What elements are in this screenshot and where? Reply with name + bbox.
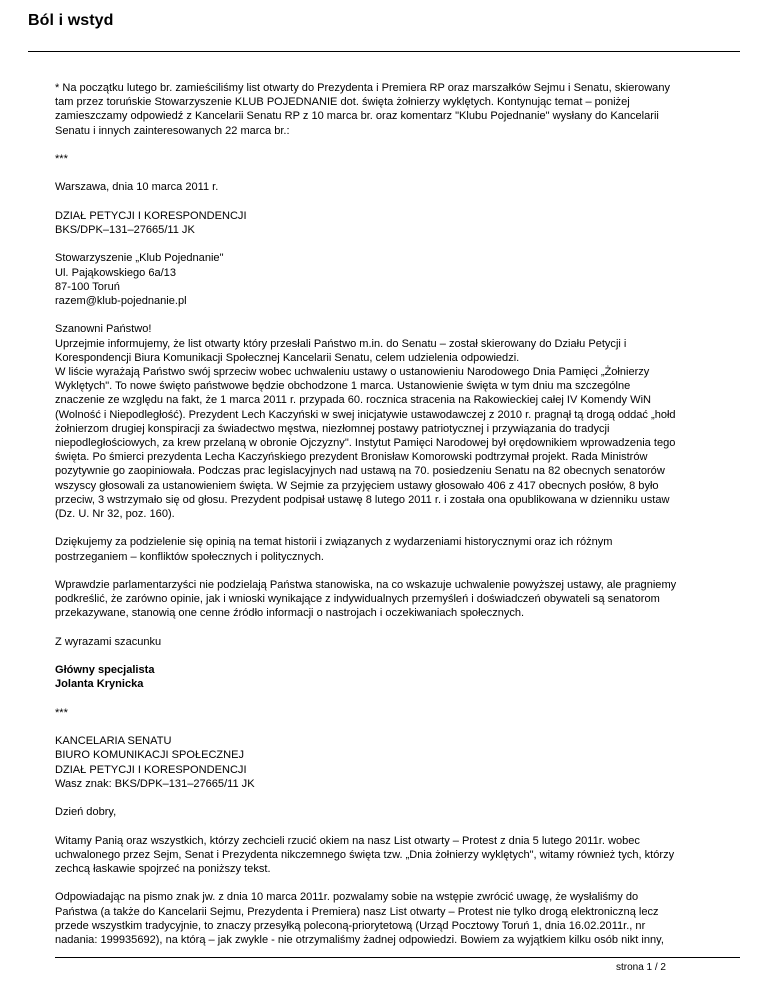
text-line: Wasz znak: BKS/DPK–131–27665/11 JK — [55, 777, 255, 790]
page-title: Ból i wstyd — [28, 12, 114, 29]
text-line: żołnierzom drugiej konspiracji za świadectwo męstwa, niezłomnej postawy patriotycznej i przywiązania do tradycji — [55, 422, 610, 435]
text-line: znaczenie ze względu na fakt, że 1 marca 2011 r. przypada 60. rocznica stracenia na Rakowieckiej całej IV Komendy WiN — [55, 394, 652, 407]
letter-body — [55, 322, 725, 521]
thanks-paragraph — [55, 535, 725, 563]
text-line: wszyscy głosowali za ustanowieniem święta. W Sejmie za przyjęciem ustawy głosowało 406 z 417 obecnych posłów, 8 było — [55, 479, 659, 492]
text-line: Ul. Pająkowskiego 6a/13 — [55, 266, 176, 279]
text-line: tam przez toruńskie Stowarzyszenie KLUB POJEDNANIE dot. święta żołnierzy wyklętych. Kontynując temat – poniżej — [55, 96, 630, 109]
page-number: strona 1 / 2 — [615, 962, 666, 973]
text-line: zamieszczamy odpowiedź z Kancelarii Senatu RP z 10 marca br. oraz komentarz "Klubu Pojednanie" wysłany do Kancelarii — [55, 110, 659, 123]
text-line: przede wszystkim tradycyjnie, to znaczy przesyłką poleconą-priorytetową (Urząd Pocztowy Toruń 1, dnia 16.02.2011r., nr — [55, 919, 646, 932]
address-block — [55, 251, 725, 308]
text-line: przeciw, 3 wstrzymało się od głosu. Prezydent podpisał ustawę 8 lutego 2011 r. i została ona opublikowana w dzienniku ustaw — [55, 493, 670, 506]
text-line: BIURO KOMUNIKACJI SPOŁECZNEJ — [55, 749, 245, 762]
document-body — [55, 81, 725, 961]
text-line: podkreślić, że zarówno opinie, jak i wnioski wynikające z indywidualnych przemyśleń i doświadczeń obywateli są senatorom — [55, 593, 660, 606]
text-line: Uprzejmie informujemy, że list otwarty który przesłali Państwo m.in. do Senatu – został skierowany do Działu Petycji i — [55, 337, 627, 350]
email-address: razem@klub-pojednanie.pl — [55, 294, 187, 307]
signature-title: Główny specjalista — [55, 664, 155, 677]
text-line: DZIAŁ PETYCJI I KORESPONDENCJI — [55, 763, 247, 776]
header-divider — [28, 51, 740, 52]
signature-block — [55, 663, 725, 691]
text-line: przekazywane, stanowią one cenne źródło informacji o nastrojach i oczekiwaniach społecznych. — [55, 607, 525, 620]
text-line: (Wolność i Niepodległość). Prezydent Lech Kaczyński w swej inicjatywie ustawodawczej z 2010 r. pragnął tą drogą oddać „hołd — [55, 408, 676, 421]
text-line: Stowarzyszenie „Klub Pojednanie" — [55, 252, 224, 265]
text-line: Korespondencji Biura Komunikacji Społecznej Kancelarii Senatu, celem udzielenia odpowiedzi. — [55, 351, 520, 364]
text-line: Witamy Panią oraz wszystkich, którzy zechcieli rzucić okiem na nasz List otwarty – Protest z dnia 5 lutego 2011r. wobec — [55, 834, 640, 847]
chancellery-block — [55, 734, 725, 791]
intro-paragraph — [55, 81, 725, 138]
footer-divider — [55, 957, 740, 958]
section-separator: *** — [55, 153, 68, 165]
text-line: DZIAŁ PETYCJI I KORESPONDENCJI — [55, 209, 247, 222]
text-line: (Dz. U. Nr 32, poz. 160). — [55, 508, 175, 521]
text-line: Dziękujemy za podzielenie się opinią na temat historii i związanych z wydarzeniami historycznymi oraz ich różnym — [55, 536, 613, 549]
text-line: 87-100 Toruń — [55, 280, 120, 293]
text-line: święta. Po śmierci prezydenta Lecha Kaczyńskiego prezydent Bronisław Komorowski podtrzymał projekt. Rada Ministrów — [55, 451, 648, 464]
department-block — [55, 209, 725, 237]
salutation: Szanowni Państwo! — [55, 323, 152, 336]
text-line: KANCELARIA SENATU — [55, 735, 172, 748]
text-line: nadania: 199935692), na którą – jak zwykle - nie otrzymaliśmy żadnej odpowiedzi. Bowiem za wyjątkiem kilku osób nikt inny, — [55, 933, 664, 946]
text-line: niepodległościowych, za krew przelaną w obronie Ojczyzny". Instytut Pamięci Narodowej był orędownikiem wprowadzenia tego — [55, 437, 676, 449]
text-line: pozytywnie go zaopiniowała. Podczas prac legislacyjnych nad ustawą na 70. posiedzeniu Senatu na 82 obecnych senatorów — [55, 465, 665, 478]
welcome-paragraph — [55, 834, 725, 877]
text-line: Państwa (a także do Kancelarii Sejmu, Prezydenta i Premiera) nasz List otwarty – Protest nie tylko drogą elektroniczną lecz — [55, 905, 659, 918]
text-line: Wprawdzie parlamentarzyści nie podzielają Państwa stanowiska, na co wskazuje uchwalenie powyższej ustawy, ale pragniemy — [55, 579, 677, 591]
text-line: Wyklętych". To nowe święto państwowe będzie obchodzone 1 marca. Ustanowienie święta w tym dniu ma szczególne — [55, 380, 631, 393]
text-line: zechcą łaskawie spojrzeć na poniższy tekst. — [55, 862, 271, 875]
signature-name: Jolanta Krynicka — [55, 678, 144, 691]
text-line: BKS/DPK–131–27665/11 JK — [55, 223, 195, 236]
date-line: Warszawa, dnia 10 marca 2011 r. — [55, 181, 219, 194]
closing-regards: Z wyrazami szacunku — [55, 635, 162, 648]
response-paragraph — [55, 890, 725, 947]
section-separator: *** — [55, 706, 68, 719]
text-line: uchwalonego przez Sejm, Senat i Prezydenta nikczemnego święta tzw. „Dnia żołnierzy wyklętych", witamy również tych, którzy — [55, 848, 675, 861]
text-line: W liście wyrażają Państwo swój sprzeciw wobec uchwaleniu ustawy o ustanowieniu Narodowego Dnia Pamięci „Żołnierzy — [55, 365, 650, 378]
greeting: Dzień dobry, — [55, 806, 117, 819]
text-line: Odpowiadając na pismo znak jw. z dnia 10 marca 2011r. pozwalamy sobie na wstępie zwrócić uwagę, że wysłaliśmy do — [55, 891, 639, 904]
reply-paragraph — [55, 578, 725, 621]
text-line: * Na początku lutego br. zamieściliśmy list otwarty do Prezydenta i Premiera RP oraz marszałków Sejmu i Senatu, skierowany — [55, 82, 670, 94]
text-line: Senatu i innych zainteresowanych 22 marca br.: — [55, 124, 290, 137]
text-line: postrzeganiem – konfliktów społecznych i politycznych. — [55, 550, 324, 563]
